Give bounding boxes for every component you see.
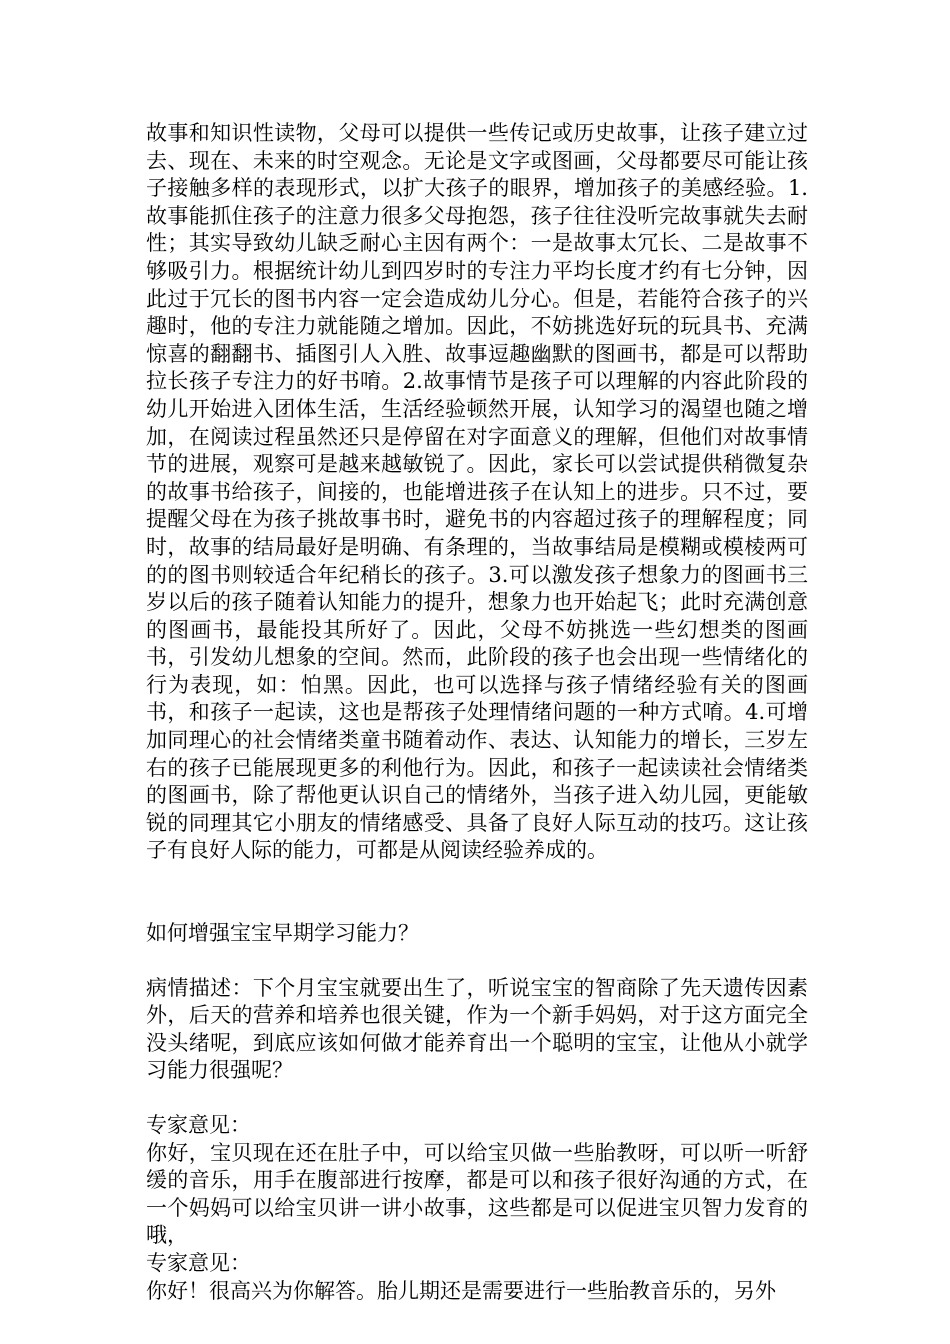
question-title: 如何增强宝宝早期学习能力？ — [146, 921, 419, 946]
expert-answer-2: 你好！很高兴为你解答。胎儿期还是需要进行一些胎教音乐的，另外 — [146, 1278, 776, 1303]
intro-paragraph: 故事和知识性读物，父母可以提供一些传记或历史故事，让孩子建立过去、现在、未来的时空观念。无论是文字或图画，父母都要尽可能让孩子接触多样的表现形式，以扩大孩子的眼界，增加孩子的美感经验。1.故事能抓住孩子的注意力很多父母抱怨，孩子往往没听完故事就失去耐性；其实导致幼儿缺乏耐心主因有两个：一是故事太冗长、二是故事不够吸引力。根据统计幼儿到四岁时的专注力平均长度才约有七分钟，因此过于冗长的图书内容一定会造成幼儿分心。但是，若能符合孩子的兴趣时，他的专注力就能随之增加。因此，不妨挑选好玩的玩具书、充满惊喜的翻翻书、插图引人入胜、故事逗趣幽默的图画书，都是可以帮助拉长孩子专注力的好书唷。2.故事情节是孩子可以理解的内容此阶段的幼儿开始进入团体生活，生活经验顿然开展，认知学习的渴望也随之增加，在阅读过程虽然还只是停留在对字面意义的理解，但他们对故事情节的进展，观察可是越来越敏锐了。因此，家长可以尝试提供稍微复杂的故事书给孩子，间接的，也能增进孩子在认知上的进步。只不过，要提醒父母在为孩子挑故事书时，避免书的内容超过孩子的理解程度；同时，故事的结局最好是明确、有条理的，当故事结局是模糊或模棱两可的的图书则较适合年纪稍长的孩子。3.可以激发孩子想象力的图画书三岁以后的孩子随着认知能力的提升，想象力也开始起飞；此时充满创意的图画书，最能投其所好了。因此，父母不妨挑选一些幻想类的图画书，引发幼儿想象的空间。然而，此阶段的孩子也会出现一些情绪化的行为表现，如：怕黑。因此，也可以选择与孩子情绪经验有关的图画书，和孩子一起读，这也是帮孩子处理情绪问题的一种方式唷。4.可增加同理心的社会情绪类童书随着动作、表达、认知能力的增长，三岁左右的孩子已能展现更多的利他行为。因此，和孩子一起读读社会情绪类的图画书，除了帮他更认识自己的情绪外，当孩子进入幼儿园，更能敏锐的同理其它小朋友的情绪感受、具备了良好人际互动的技巧。这让孩子有良好人际的能力，可都是从阅读经验养成的。 — [146, 121, 808, 863]
condition-description: 病情描述：下个月宝宝就要出生了，听说宝宝的智商除了先天遗传因素外，后天的营养和培养也很关键，作为一个新手妈妈，对于这方面完全没头绪呢，到底应该如何做才能养育出一个聪明的宝宝，让他从小就学习能力很强呢？ — [146, 975, 808, 1083]
expert-label-2: 专家意见： — [146, 1250, 251, 1275]
expert-answer-1: 你好，宝贝现在还在肚子中，可以给宝贝做一些胎教呀，可以听一听舒缓的音乐，用手在腹部进行按摩，都是可以和孩子很好沟通的方式，在一个妈妈可以给宝贝讲一讲小故事，这些都是可以促进宝贝智力发育的哦， — [146, 1140, 808, 1248]
spacer — [146, 948, 808, 975]
expert-label-1: 专家意见： — [146, 1113, 251, 1137]
document-body — [146, 120, 808, 1305]
spacer — [146, 1085, 808, 1112]
spacer — [146, 865, 808, 920]
